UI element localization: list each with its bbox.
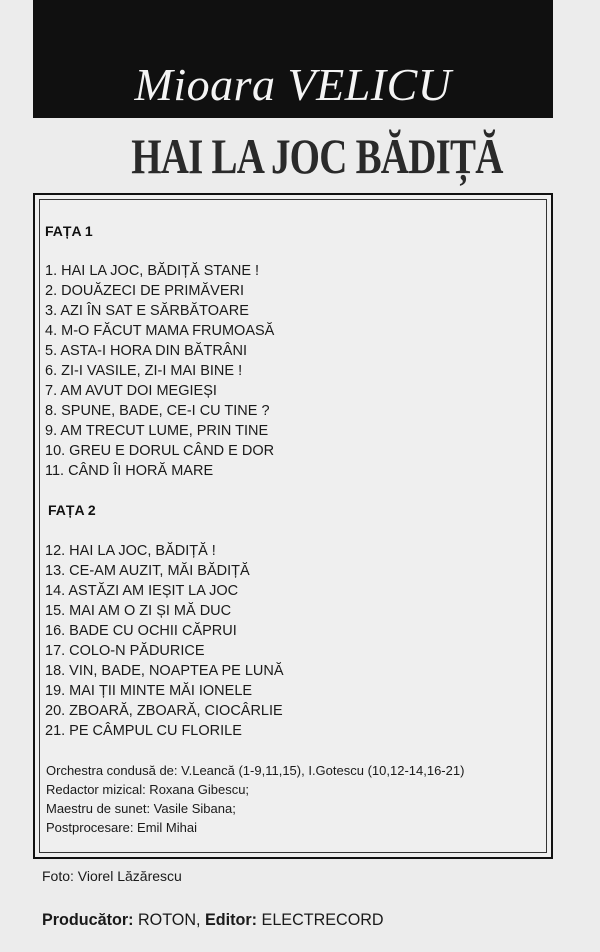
track-item: 7. AM AVUT DOI MEGIEȘI <box>45 383 217 399</box>
artist-name: Mioara VELICU <box>134 59 452 110</box>
producer-value: ROTON, <box>133 910 206 929</box>
track-item: 4. M-O FĂCUT MAMA FRUMOASĂ <box>45 323 275 339</box>
track-item: 15. MAI AM O ZI ȘI MĂ DUC <box>45 603 232 619</box>
credit-postprocessing: Postprocesare: Emil Mihai <box>46 820 197 835</box>
track-item: 13. CE-AM AUZIT, MĂI BĂDIȚĂ <box>45 563 250 579</box>
credit-sound-master: Maestru de sunet: Vasile Sibana; <box>46 801 236 816</box>
side-2-track-list <box>45 541 284 741</box>
editor-value: ELECTRECORD <box>257 910 384 929</box>
track-item: 5. ASTA-I HORA DIN BĂTRÂNI <box>45 343 247 359</box>
track-item: 1. HAI LA JOC, BĂDIȚĂ STANE ! <box>45 263 260 279</box>
track-item: 18. VIN, BADE, NOAPTEA PE LUNĂ <box>45 663 284 679</box>
track-item: 11. CÂND ÎI HORĂ MARE <box>45 463 214 479</box>
side-1-track-list <box>45 261 274 481</box>
track-item: 8. SPUNE, BADE, CE-I CU TINE ? <box>45 403 270 419</box>
producer-line <box>42 910 384 930</box>
track-item: 19. MAI ȚII MINTE MĂI IONELE <box>45 683 253 699</box>
track-item: 21. PE CÂMPUL CU FLORILE <box>45 723 242 739</box>
track-item: 6. ZI-I VASILE, ZI-I MAI BINE ! <box>45 363 243 379</box>
track-item: 10. GREU E DORUL CÂND E DOR <box>45 443 275 459</box>
track-item: 20. ZBOARĂ, ZBOARĂ, CIOCÂRLIE <box>45 703 283 719</box>
credits-list <box>46 761 464 837</box>
track-item: 9. AM TRECUT LUME, PRIN TINE <box>45 423 269 439</box>
track-item: 14. ASTĂZI AM IEȘIT LA JOC <box>45 583 239 599</box>
credit-orchestra: Orchestra condusă de: V.Leancă (1-9,11,15), I.Gotescu (10,12-14,16-21) <box>46 763 465 778</box>
track-item: 2. DOUĂZECI DE PRIMĂVERI <box>45 283 245 299</box>
side-2-heading: FAȚA 2 <box>48 502 96 518</box>
credit-music-editor: Redactor mizical: Roxana Gibescu; <box>46 782 250 797</box>
album-title: HAI LA JOC BĂDIȚĂ <box>131 128 503 184</box>
track-item: 12. HAI LA JOC, BĂDIȚĂ ! <box>45 543 216 559</box>
track-item: 16. BADE CU OCHII CĂPRUI <box>45 623 237 639</box>
track-item: 17. COLO-N PĂDURICE <box>45 643 205 659</box>
side-1-heading: FAȚA 1 <box>45 223 93 239</box>
producer-label: Producător: <box>42 910 134 929</box>
track-item: 3. AZI ÎN SAT E SĂRBĂTOARE <box>45 303 249 319</box>
editor-label: Editor: <box>205 910 258 929</box>
photo-credit: Foto: Viorel Lăzărescu <box>42 868 182 884</box>
